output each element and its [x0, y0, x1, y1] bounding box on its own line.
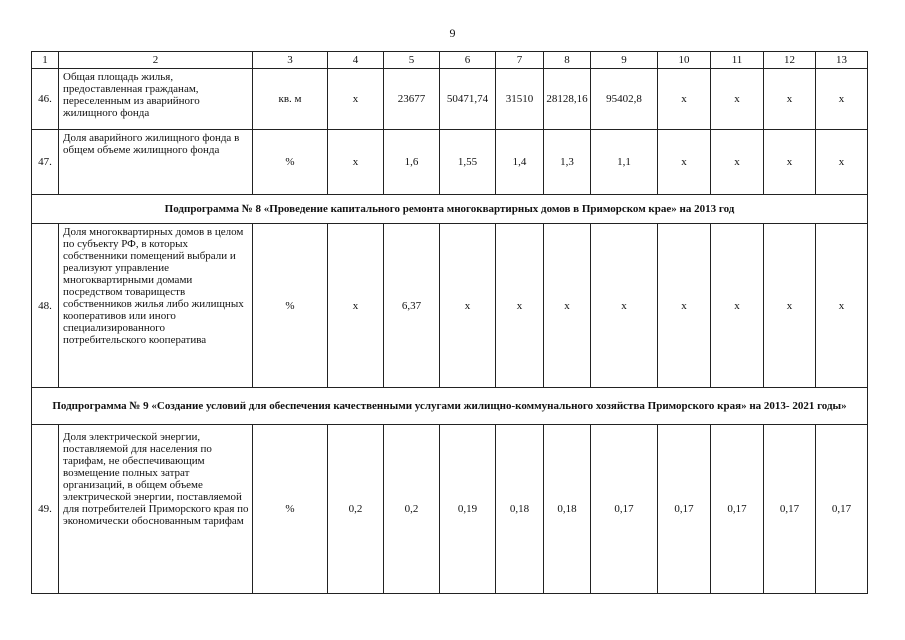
indicators-table — [31, 51, 868, 594]
value-cell: x — [658, 224, 711, 388]
value-cell: 1,6 — [384, 130, 440, 195]
subprogram-title: Подпрограмма № 8 «Проведение капитального ремонта многоквартирных домов в Приморском крае» на 2013 год — [32, 195, 868, 224]
value-cell: x — [711, 69, 764, 130]
value-cell: 0,17 — [591, 425, 658, 594]
value-cell: 28128,16 — [544, 69, 591, 130]
col-header: 6 — [440, 52, 496, 69]
value-cell: x — [328, 130, 384, 195]
indicator-name: Доля электрической энергии, поставляемой для населения по тарифам, не обеспечивающим возмещение полных затрат организаций, в общем объеме электрической энергии, поставляемой для потребителей Приморского края по экономически обоснованным тарифам — [59, 425, 253, 594]
col-header: 10 — [658, 52, 711, 69]
value-cell: 23677 — [384, 69, 440, 130]
indicator-name: Общая площадь жилья, предоставленная гражданам, переселенным из аварийного жилищного фонда — [59, 69, 253, 130]
subprogram-row — [32, 388, 868, 425]
value-cell: 0,18 — [496, 425, 544, 594]
row-number: 49. — [32, 425, 59, 594]
value-cell: 0,18 — [544, 425, 591, 594]
col-header: 7 — [496, 52, 544, 69]
unit: кв. м — [253, 69, 328, 130]
value-cell: 1,55 — [440, 130, 496, 195]
value-cell: 0,17 — [658, 425, 711, 594]
value-cell: x — [658, 69, 711, 130]
value-cell: 95402,8 — [591, 69, 658, 130]
row-number: 48. — [32, 224, 59, 388]
value-cell: 6,37 — [384, 224, 440, 388]
value-cell: 1,3 — [544, 130, 591, 195]
value-cell: x — [764, 224, 816, 388]
value-cell: x — [764, 69, 816, 130]
subprogram-row — [32, 195, 868, 224]
value-cell: 0,2 — [328, 425, 384, 594]
value-cell: x — [711, 130, 764, 195]
col-header: 13 — [816, 52, 868, 69]
value-cell: 50471,74 — [440, 69, 496, 130]
value-cell: x — [591, 224, 658, 388]
row-number: 47. — [32, 130, 59, 195]
col-header: 12 — [764, 52, 816, 69]
value-cell: 0,17 — [711, 425, 764, 594]
subprogram-title: Подпрограмма № 9 «Создание условий для обеспечения качественными услугами жилищно-коммунального хозяйства Приморского края» на 2013- 2021 годы» — [32, 388, 868, 425]
indicator-name: Доля аварийного жилищного фонда в общем объеме жилищного фонда — [59, 130, 253, 195]
value-cell: 0,17 — [816, 425, 868, 594]
value-cell: 1,4 — [496, 130, 544, 195]
col-header: 3 — [253, 52, 328, 69]
col-header: 1 — [32, 52, 59, 69]
col-header: 9 — [591, 52, 658, 69]
value-cell: x — [544, 224, 591, 388]
value-cell: x — [764, 130, 816, 195]
value-cell: x — [658, 130, 711, 195]
value-cell: 0,17 — [764, 425, 816, 594]
value-cell: x — [496, 224, 544, 388]
unit: % — [253, 130, 328, 195]
value-cell: x — [328, 224, 384, 388]
unit: % — [253, 425, 328, 594]
value-cell: x — [711, 224, 764, 388]
value-cell: 1,1 — [591, 130, 658, 195]
col-header: 2 — [59, 52, 253, 69]
col-header: 11 — [711, 52, 764, 69]
value-cell: x — [328, 69, 384, 130]
value-cell: x — [440, 224, 496, 388]
page-number: 9 — [449, 26, 456, 40]
table-row — [32, 69, 868, 130]
value-cell: 31510 — [496, 69, 544, 130]
header-row — [32, 52, 868, 69]
indicator-name: Доля многоквартирных домов в целом по субъекту РФ, в которых собственники помещений выбрали и реализуют управление многоквартирными домами посредством товариществ собственников жилья либо жилищных кооперативов или иного специализированного потребительского кооператива — [59, 224, 253, 388]
col-header: 4 — [328, 52, 384, 69]
unit: % — [253, 224, 328, 388]
row-number: 46. — [32, 69, 59, 130]
value-cell: 0,19 — [440, 425, 496, 594]
col-header: 5 — [384, 52, 440, 69]
value-cell: x — [816, 224, 868, 388]
col-header: 8 — [544, 52, 591, 69]
value-cell: x — [816, 130, 868, 195]
table-row — [32, 130, 868, 195]
value-cell: 0,2 — [384, 425, 440, 594]
value-cell: x — [816, 69, 868, 130]
table-row — [32, 425, 868, 594]
table-row — [32, 224, 868, 388]
